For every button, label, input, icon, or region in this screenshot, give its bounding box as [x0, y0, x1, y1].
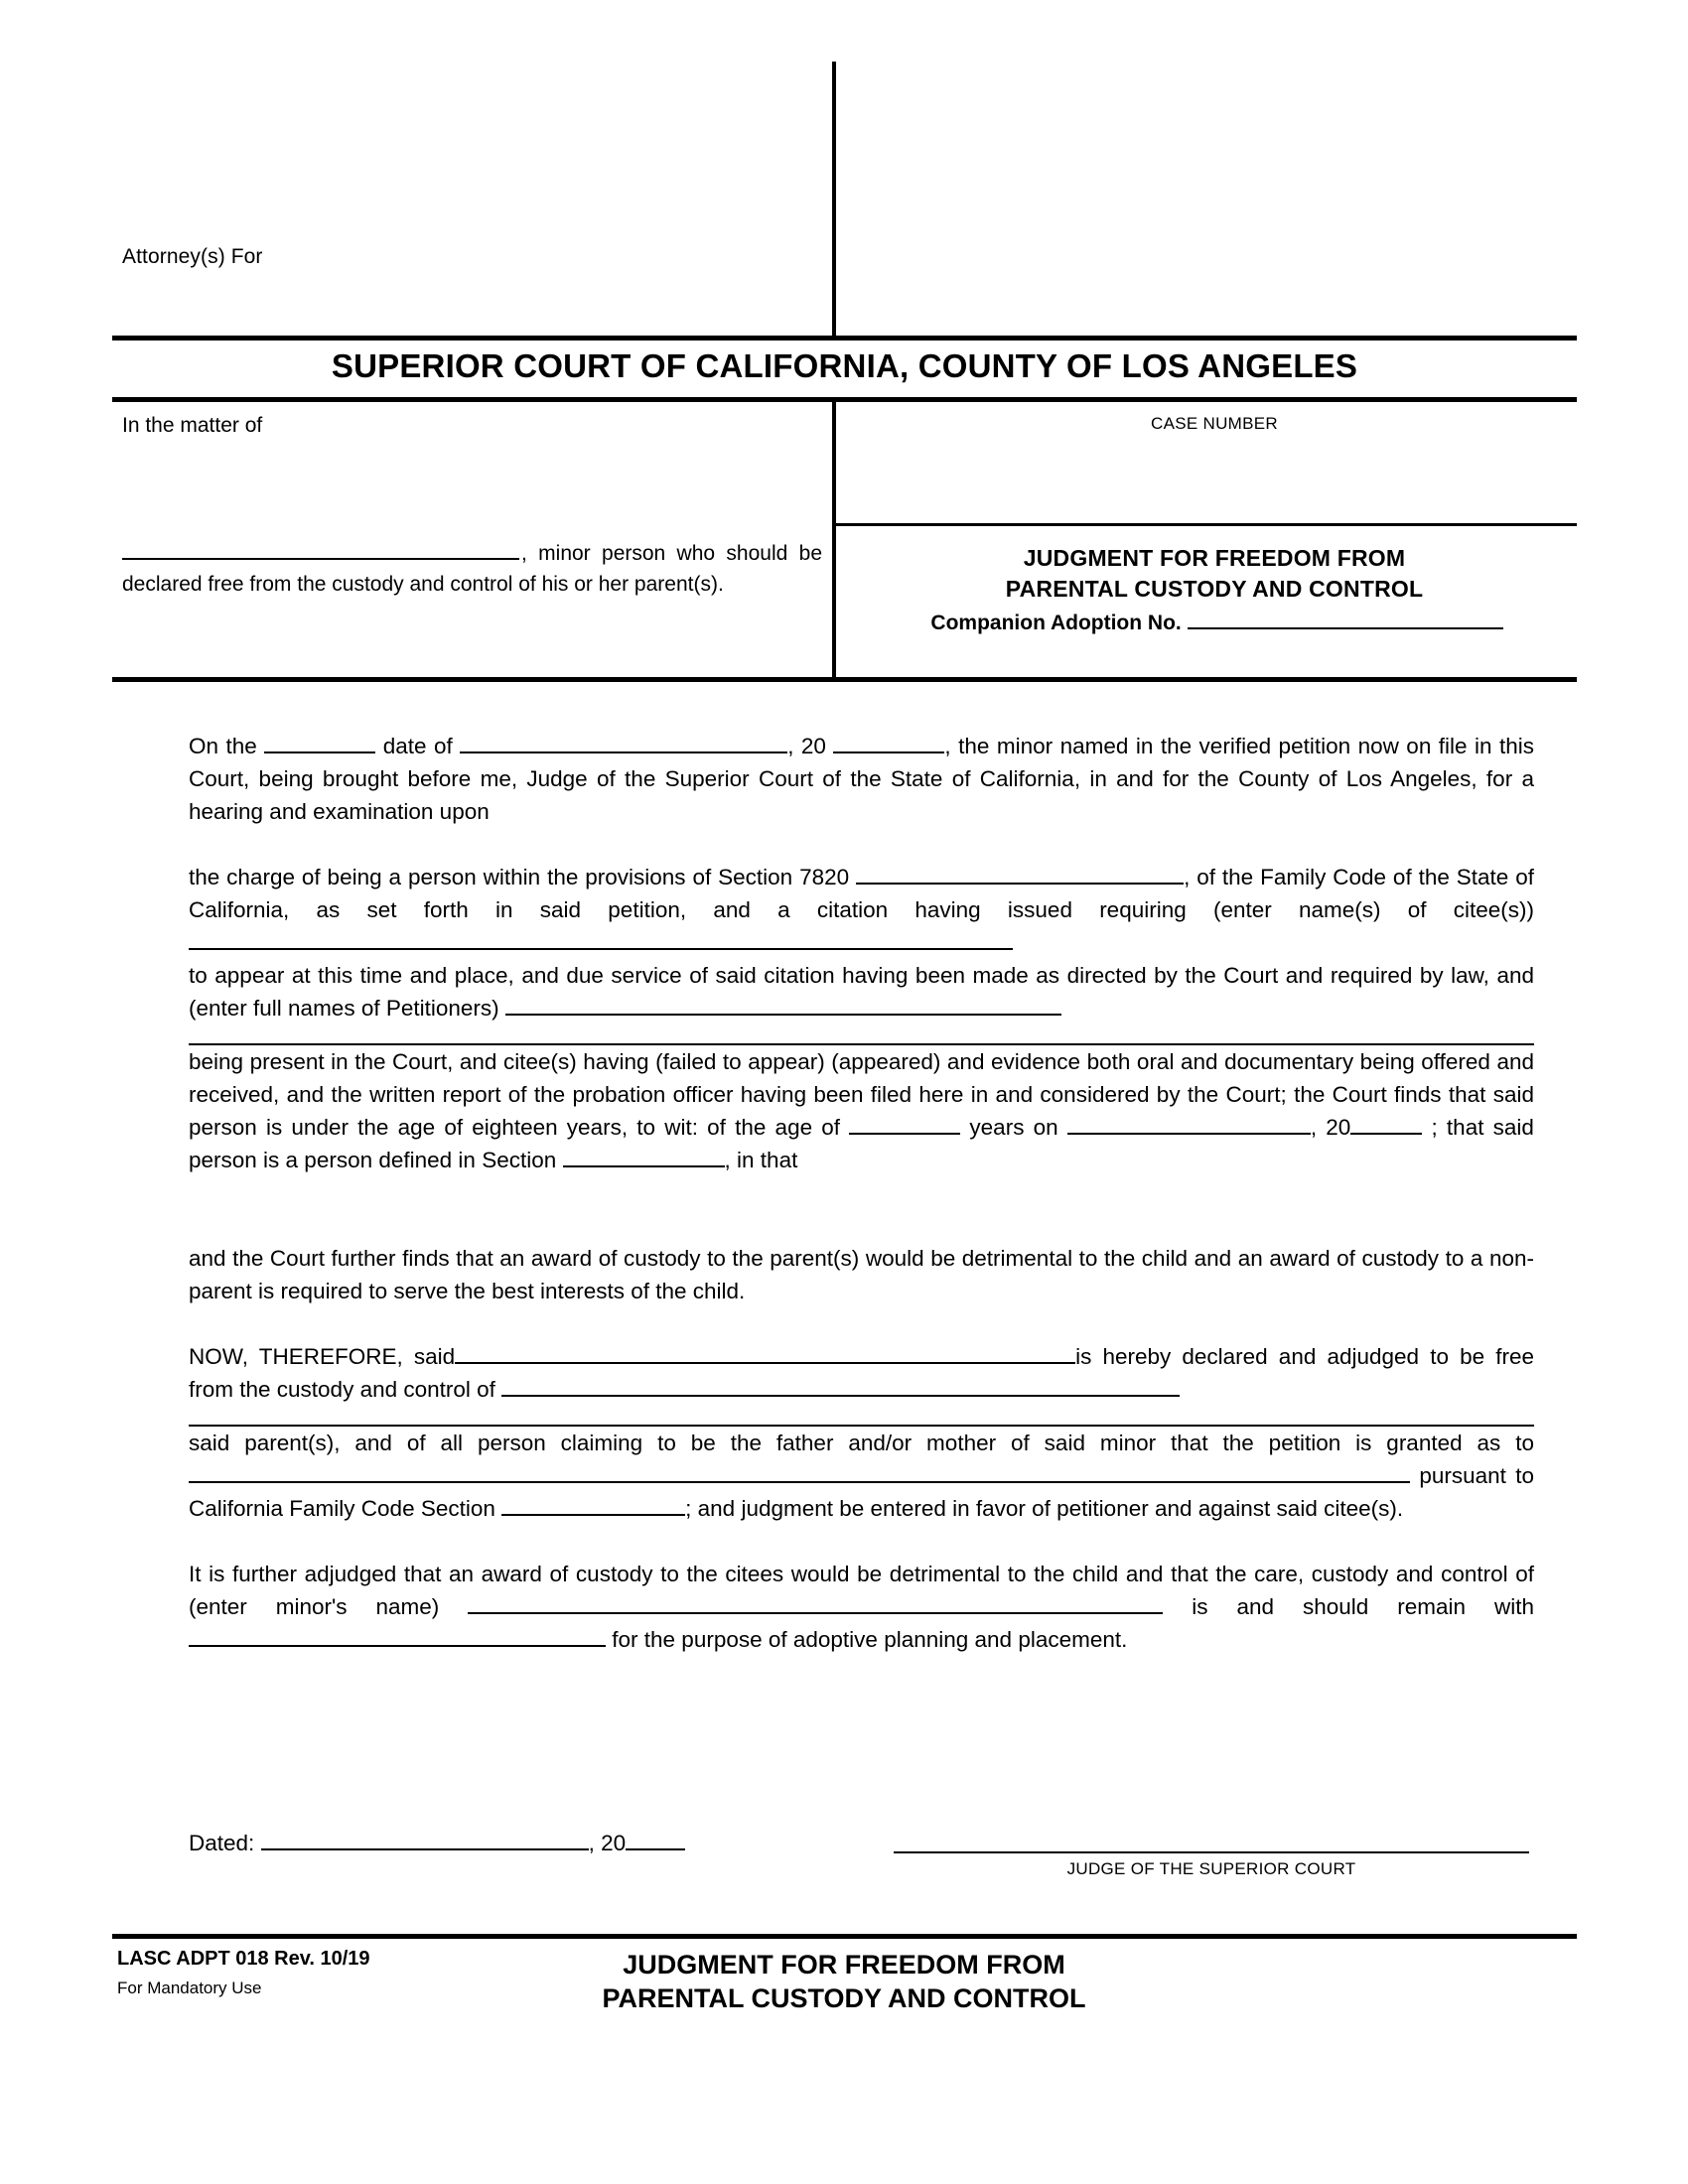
p7-text-d: ; and judgment be entered in favor of petitioner and against said citee(s).: [685, 1496, 1404, 1521]
footer-title-line2: PARENTAL CUSTODY AND CONTROL: [602, 1983, 1086, 2013]
footer-title: [298, 1948, 1390, 2015]
hearing-date-year-field[interactable]: [833, 733, 944, 753]
court-title: SUPERIOR COURT OF CALIFORNIA, COUNTY OF LOS ANGELES: [331, 347, 1358, 384]
p8-text-d: for the purpose of adoptive planning and placement.: [612, 1627, 1128, 1652]
p2-text-a: the charge of being a person within the provisions of Section 7820: [189, 865, 850, 889]
judgment-title: [847, 543, 1582, 605]
paragraph-7: [189, 1427, 1534, 1525]
p4-text-g: in that: [737, 1148, 798, 1172]
p7-text-a: said parent(s), and of all person claiming to be the father and/or mother of said minor that the petition is granted: [189, 1431, 1463, 1455]
p7-text-c: pursuant to California Family Code Section: [189, 1463, 1534, 1521]
p4-text-c: years on: [969, 1115, 1058, 1140]
paragraph-4: [189, 1045, 1534, 1176]
declared-free-minor-field[interactable]: [455, 1343, 1075, 1364]
p1-text-c: , 20: [787, 734, 826, 758]
p7-text-b: as to: [1477, 1431, 1534, 1455]
minor-age-date-field[interactable]: [1067, 1114, 1311, 1135]
paragraph-8: [189, 1558, 1534, 1656]
attorney-for-label: Attorney(s) For: [122, 245, 263, 268]
family-code-section-field[interactable]: [501, 1495, 685, 1516]
caption-rule-top: [112, 336, 1577, 341]
paragraph-3: [189, 959, 1534, 1045]
p6-text-b: is hereby declared and adjudged: [1075, 1344, 1420, 1369]
caption-vertical-divider-bottom: [832, 402, 836, 682]
paragraph-6: [189, 1340, 1534, 1427]
minor-age-year-field[interactable]: [1350, 1114, 1422, 1135]
companion-adoption-label: Companion Adoption No.: [930, 612, 1182, 634]
judgment-title-line2: PARENTAL CUSTODY AND CONTROL: [1005, 576, 1424, 602]
p8-text-c: and should remain with: [1236, 1594, 1534, 1619]
companion-adoption-field[interactable]: [1188, 611, 1503, 629]
minor-name-care-field[interactable]: [468, 1593, 1163, 1614]
judge-signature-line[interactable]: [894, 1851, 1529, 1853]
paragraph-1: [189, 730, 1534, 828]
minor-age-years-field[interactable]: [849, 1114, 960, 1135]
dated-block: [189, 1830, 685, 1856]
caption-rule-bottom: [112, 677, 1577, 682]
hearing-date-day-field[interactable]: [264, 733, 375, 753]
p4-text-a: being present in the Court, and citee(s) having (failed to appear) (appeared) and evidence both oral and documentary being offered and received, and the written report of the probation officer having been filed here in and considered by the Court; the Court finds that said person is under the age of eighteen years, to wit: of the age: [189, 1049, 1534, 1140]
minor-description-text: , minor person who should be declared free from the custody and control of his or her parent(s).: [122, 542, 822, 596]
petitioner-names-field-line2[interactable]: [189, 1024, 1534, 1045]
case-number-rule: [836, 523, 1577, 526]
remain-with-field[interactable]: [189, 1626, 606, 1647]
p8-text-a: It is further adjudged that an award of custody to the citees would be detrimental to the child and that the care, custody and control of (enter minor's name): [189, 1562, 1534, 1619]
caption-box: [112, 62, 1577, 682]
citee-names-field[interactable]: [189, 929, 1013, 950]
p1-text-d: , the minor named in the verified petition now on file in this Court, being brought before me, Judge of the Superior Court of the State of California, in and for the County of Los Angeles, for a hearing and examination upon: [189, 734, 1534, 824]
petition-granted-as-to-field[interactable]: [189, 1462, 1410, 1483]
p8-text-b: is: [1192, 1594, 1208, 1619]
minor-description-block: [122, 538, 822, 600]
custody-control-parent-field-line2[interactable]: [189, 1406, 1534, 1427]
document-body: [189, 730, 1534, 1656]
p4-text-e: ; that said person is a person defined in Section: [189, 1115, 1534, 1172]
caption-rule-under-court-title: [112, 397, 1577, 402]
dated-date-field[interactable]: [261, 1830, 589, 1850]
p6-text-c: to be free from the custody and control of: [189, 1344, 1534, 1402]
section-7820-subdivision-field[interactable]: [856, 864, 1184, 885]
in-the-matter-of-label: In the matter of: [122, 414, 263, 437]
p4-text-d: , 20: [1310, 1115, 1351, 1140]
form-number: LASC ADPT 018 Rev. 10/19: [117, 1948, 370, 1970]
p5-text: and the Court further finds that an award of custody to the parent(s) would be detrimental to the child and an award of custody to a non-parent is required to serve the best interests of the child.: [189, 1246, 1534, 1303]
case-number-label: CASE NUMBER: [1151, 414, 1278, 433]
p2-text-b: , of the Family Code of the State of California, as set forth in said petition, and a citation having issued requiring (enter name(s) of citee(s)): [189, 865, 1534, 922]
judgment-title-line1: JUDGMENT FOR FREEDOM FROM: [1023, 545, 1406, 571]
p4-text-b: of: [821, 1115, 841, 1140]
p4-text-f: ,: [724, 1148, 731, 1172]
petitioner-names-field[interactable]: [505, 995, 1061, 1016]
spacer-1: [189, 828, 1534, 861]
custody-control-parent-field[interactable]: [501, 1376, 1180, 1397]
dated-year-field[interactable]: [626, 1830, 685, 1850]
paragraph-2: [189, 861, 1534, 959]
companion-adoption-row: [847, 611, 1587, 635]
spacer-3: [189, 1307, 1534, 1340]
defined-section-field[interactable]: [563, 1147, 725, 1167]
p1-text-b: date of: [382, 734, 453, 758]
footer-rule: [112, 1934, 1577, 1939]
p1-text-a: On the: [189, 734, 257, 758]
dated-year-label: , 20: [588, 1831, 627, 1855]
footer-title-line1: JUDGMENT FOR FREEDOM FROM: [623, 1950, 1065, 1979]
mandatory-use-label: For Mandatory Use: [117, 1979, 262, 1997]
caption-vertical-divider-top: [832, 62, 836, 336]
paragraph-5: [189, 1242, 1534, 1307]
minor-name-field[interactable]: [122, 539, 519, 560]
p3-text-a: to appear at this time and place, and due service of said citation having been made as directed by the Court and required by law, and (enter full names of Petitioners): [189, 963, 1534, 1021]
dated-label: Dated:: [189, 1831, 255, 1855]
spacer-4: [189, 1525, 1534, 1558]
judge-of-superior-court-label: JUDGE OF THE SUPERIOR COURT: [1066, 1859, 1356, 1878]
p6-text-a: NOW, THEREFORE, said: [189, 1344, 456, 1369]
hearing-date-month-field[interactable]: [460, 733, 787, 753]
spacer-2: [189, 1176, 1534, 1242]
